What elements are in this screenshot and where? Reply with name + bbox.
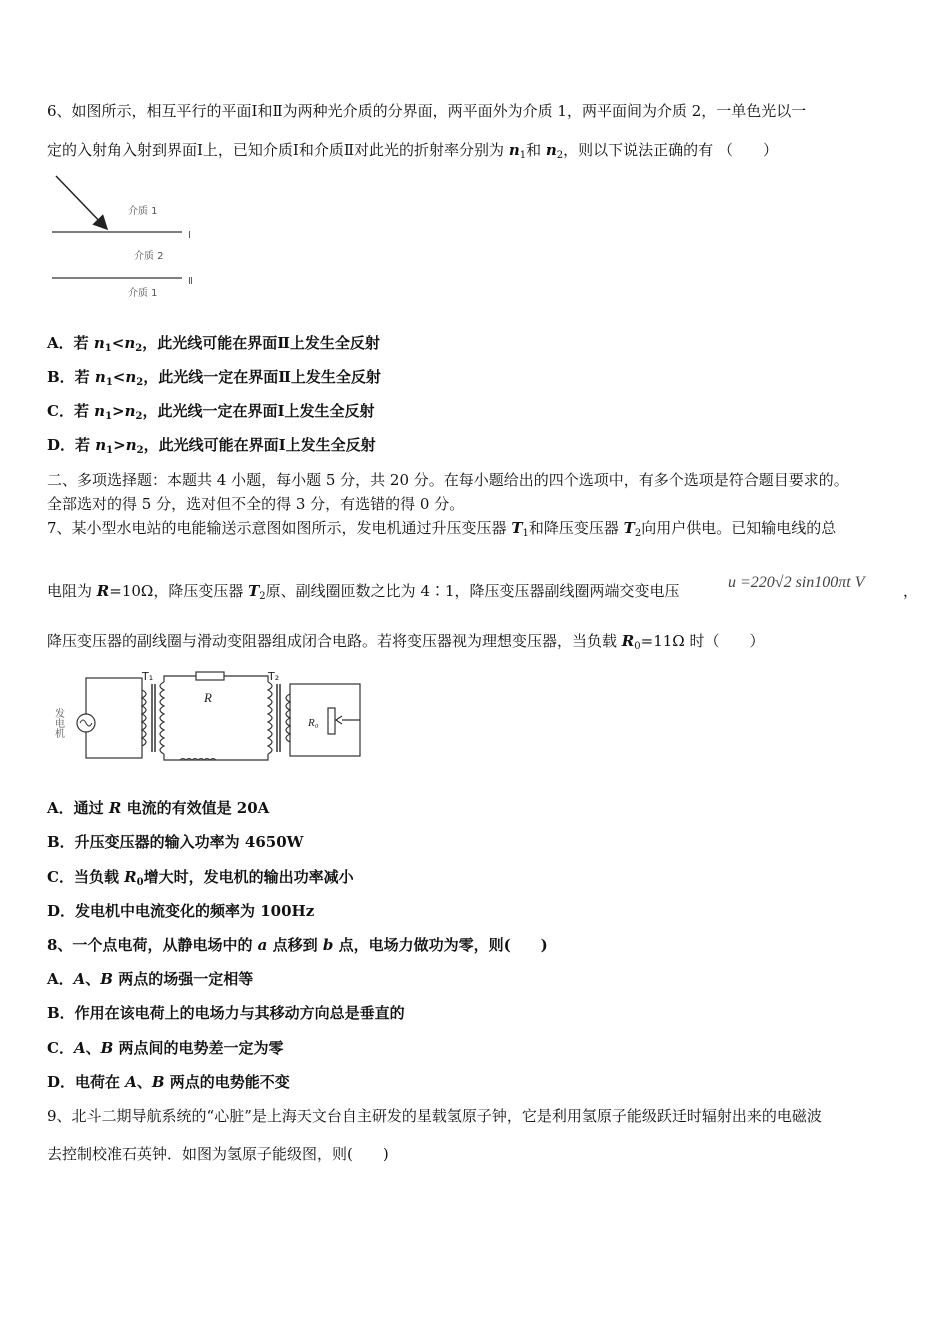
q6-refraction-figure <box>50 172 210 304</box>
subscript: 2 <box>136 377 144 388</box>
subscript: 1 <box>104 343 112 354</box>
option-text: D．电荷在 <box>47 1073 126 1091</box>
r-symbol: R <box>621 632 635 650</box>
a-point-symbol: A <box>73 970 86 988</box>
incident-ray <box>56 176 106 228</box>
option-text: 增大时，发电机的输出功率减小 <box>143 868 354 886</box>
q7-line-2 <box>47 581 680 601</box>
subscript: 1 <box>522 528 529 539</box>
q8-text: 点，电场力做功为零，则( ) <box>333 936 548 954</box>
relation: > <box>113 436 126 454</box>
q7-option-d[interactable] <box>47 901 314 921</box>
q8-option-c[interactable] <box>47 1038 284 1058</box>
q7-option-c[interactable] <box>47 867 354 887</box>
n-symbol: n <box>95 436 107 454</box>
line-resistor-r <box>196 672 224 680</box>
t2-primary-coil <box>268 682 272 754</box>
option-text: 两点的电势能不变 <box>164 1073 290 1091</box>
option-text: ，此光线一定在界面Ⅰ上发生全反射 <box>142 402 375 420</box>
option-text: A．通过 <box>47 799 109 817</box>
option-text: ，此光线一定在界面Ⅱ上发生全反射 <box>143 368 381 386</box>
transmission-line-bottom <box>164 754 268 760</box>
slider-arrow-icon <box>336 716 342 724</box>
subscript: 2 <box>135 343 143 354</box>
r-label: R <box>204 690 212 705</box>
subscript: 2 <box>556 150 564 161</box>
generator-loop <box>86 678 142 758</box>
rheostat-r0 <box>328 708 335 734</box>
option-text: B．升压变压器的输入功率为 4650W <box>47 833 304 851</box>
q6-line-2-text: ，则以下说法正确的有 （ ） <box>563 141 778 159</box>
q7-text: =10Ω，降压变压器 <box>109 582 249 600</box>
q9-line-2: 去控制校准石英钟．如图为氢原子能级图，则( ) <box>47 1145 389 1163</box>
transmission-line-top <box>164 676 196 682</box>
q7-option-b[interactable] <box>47 832 304 852</box>
medium-1-bottom-label: 介质 1 <box>128 288 158 299</box>
option-text: ，此光线可能在界面Ⅱ上发生全反射 <box>142 334 380 352</box>
b-point-symbol: B <box>100 1039 114 1057</box>
generator-label: 发电机 <box>52 708 64 738</box>
option-text: 、 <box>85 1039 101 1057</box>
r-symbol: R <box>108 799 122 817</box>
q8-text: 8、一个点电荷，从静电场中的 <box>47 936 258 954</box>
subscript: 1 <box>105 377 113 388</box>
subscript: 2 <box>135 411 143 422</box>
option-text: 、 <box>85 970 101 988</box>
n-symbol: n <box>124 334 136 352</box>
n-symbol: n <box>125 368 137 386</box>
option-text: C．当负载 <box>47 868 125 886</box>
medium-1-top-label: 介质 1 <box>128 206 158 217</box>
section-2-line-2: 全部选对的得 5 分，选对但不全的得 3 分，有选错的得 0 分。 <box>47 495 465 513</box>
q7-line-2-end: ， <box>903 582 919 600</box>
q6-line-2 <box>47 140 778 160</box>
relation: < <box>112 368 126 386</box>
interface-2-label: Ⅱ <box>188 276 193 287</box>
q6-line-2-text: 定的入射角入射到界面Ⅰ上，已知介质Ⅰ和介质Ⅱ对此光的折射率分别为 <box>47 141 509 159</box>
option-prefix: D．若 <box>47 436 96 454</box>
q8-text: 点移到 <box>267 936 323 954</box>
q7-circuit-figure <box>52 668 366 764</box>
t1-secondary-coil <box>160 682 164 754</box>
a-point-symbol: A <box>125 1073 137 1091</box>
bottom-line-wave <box>180 759 216 761</box>
n-symbol: n <box>545 141 557 159</box>
option-text: 电流的有效值是 20A <box>121 799 270 817</box>
t2-label: T₂ <box>268 670 280 683</box>
q9-line-1: 9、北斗二期导航系统的“心脏”是上海天文台自主研发的星载氢原子钟，它是利用氢原子能级跃迁时辐射出来的电磁波 <box>47 1107 822 1125</box>
subscript: 2 <box>634 528 642 539</box>
option-text: D．发电机中电流变化的频率为 100Hz <box>47 902 315 920</box>
q7-text: 电阻为 <box>47 582 97 600</box>
option-text: 两点间的电势差一定为零 <box>113 1039 284 1057</box>
option-prefix: C．若 <box>47 402 95 420</box>
option-prefix: B．若 <box>47 368 95 386</box>
relation: < <box>111 334 125 352</box>
q7-line-3 <box>47 631 765 651</box>
q8-option-a[interactable] <box>47 969 253 989</box>
interface-1-label: Ⅰ <box>188 230 191 241</box>
option-text: A． <box>47 970 74 988</box>
option-text: 两点的场强一定相等 <box>112 970 254 988</box>
q6-line-2-text: 和 <box>526 141 546 159</box>
voltage-formula: u =220√2 sin100πt V <box>728 574 865 591</box>
r-symbol: R <box>124 868 137 886</box>
option-text: B．作用在该电荷上的电场力与其移动方向总是垂直的 <box>47 1004 405 1022</box>
q7-line-1 <box>47 518 836 538</box>
a-point-symbol: A <box>73 1039 86 1057</box>
option-text: C． <box>47 1039 74 1057</box>
b-point-symbol: B <box>151 1073 165 1091</box>
option-prefix: A．若 <box>47 334 94 352</box>
q6-option-a[interactable] <box>47 333 380 353</box>
subscript: 2 <box>136 445 144 456</box>
subscript: 2 <box>259 591 266 602</box>
t-symbol: T <box>623 519 635 537</box>
q6-option-c[interactable] <box>47 401 375 421</box>
a-symbol: a <box>257 936 268 954</box>
t2-secondary-coil <box>286 694 290 742</box>
subscript: 0 <box>136 877 144 888</box>
n-symbol: n <box>94 368 106 386</box>
n-symbol: n <box>93 334 105 352</box>
q7-option-a[interactable] <box>47 798 269 818</box>
relation: > <box>112 402 125 420</box>
t-symbol: T <box>248 582 260 600</box>
option-text: 、 <box>136 1073 152 1091</box>
medium-2-label: 介质 2 <box>134 251 164 262</box>
transmission-line-top <box>224 676 268 682</box>
q7-text: 原、副线圈匝数之比为 4∶1，降压变压器副线圈两端交变电压 <box>265 582 680 600</box>
section-2-line-1: 二、多项选择题：本题共 4 小题，每小题 5 分，共 20 分。在每小题给出的四个选项中，有多个选项是符合题目要求的。 <box>47 471 849 489</box>
q7-text: 和降压变压器 <box>528 519 624 537</box>
t1-primary-coil <box>142 690 146 746</box>
subscript: 0 <box>634 641 641 652</box>
q7-text: 向用户供电。已知输电线的总 <box>641 519 837 537</box>
n-symbol: n <box>125 436 137 454</box>
r0-label: R₀ <box>308 717 319 729</box>
n-symbol: n <box>508 141 520 159</box>
q7-text: 降压变压器的副线圈与滑动变阻器组成闭合电路。若将变压器视为理想变压器，当负载 <box>47 632 622 650</box>
q6-option-b[interactable] <box>47 367 381 387</box>
subscript: 1 <box>519 150 527 161</box>
r-symbol: R <box>96 582 110 600</box>
q6-line-1: 6、如图所示，相互平行的平面Ⅰ和Ⅱ为两种光介质的分界面，两平面外为介质 1，两平面间为介质 2，一单色光以一 <box>47 102 807 120</box>
q8-option-b[interactable] <box>47 1003 405 1023</box>
b-symbol: b <box>322 936 334 954</box>
q8-stem <box>47 935 548 955</box>
option-text: ，此光线可能在界面Ⅰ上发生全反射 <box>143 436 376 454</box>
n-symbol: n <box>94 402 106 420</box>
subscript: 1 <box>106 445 114 456</box>
n-symbol: n <box>124 402 136 420</box>
t1-label: T₁ <box>142 670 154 683</box>
q7-text: 7、某小型水电站的电能输送示意图如图所示，发电机通过升压变压器 <box>47 519 512 537</box>
q8-option-d[interactable] <box>47 1072 290 1092</box>
b-point-symbol: B <box>100 970 113 988</box>
t-symbol: T <box>511 519 523 537</box>
q7-text: =11Ω 时（ ） <box>640 632 765 650</box>
subscript: 1 <box>105 411 113 422</box>
q6-option-d[interactable] <box>47 435 376 455</box>
